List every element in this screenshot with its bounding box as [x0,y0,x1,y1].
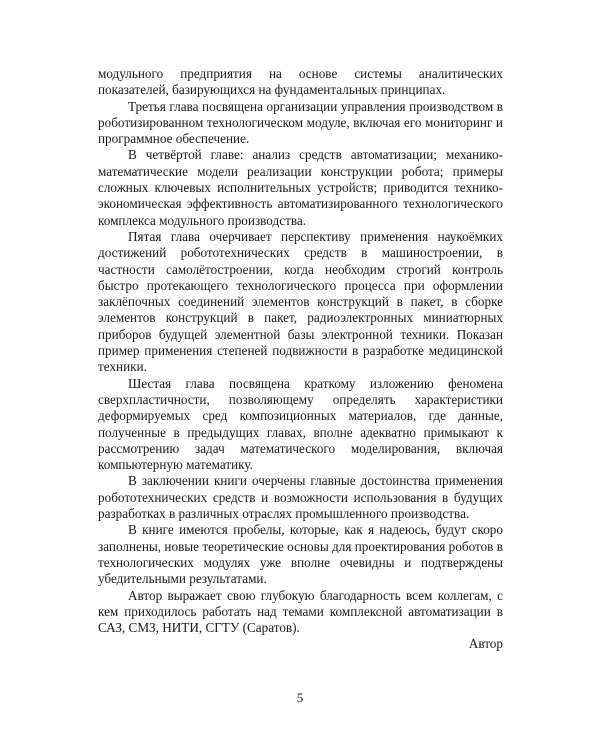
paragraph-chapter-4: В четвёртой главе: анализ средств автоматизации; механико-математические модели реализации конструкции робота; примеры сложных ключевых исполнительных устройств; приводится технико-экономическая эффективность автоматизированного технологического комплекса модульного производства. [98,147,503,228]
paragraph-chapter-5: Пятая глава очерчивает перспективу применения наукоёмких достижений робототехнических средств в машиностроении, в частности самолётостроении, когда необходим строгий контроль быстро протекающего технологического процесса при оформлении заклёпочных соединений элементов конструкций в пакет, в сборке элементов конструкций в пакет, радиоэлектронных миниатюрных приборов будущей элементной базы электронной техники. Показан пример применения степеней подвижности в разработке медицинской техники. [98,228,503,375]
paragraph-gaps: В книге имеются пробелы, которые, как я надеюсь, будут скоро заполнены, новые теоретические основы для проектирования роботов в технологических модулях уже вполне очевидны и подтверждены убедительными результатами. [98,522,503,587]
paragraph-acknowledgement: Автор выражает свою глубокую благодарность всем коллегам, с кем приходилось работать над темами комплексной автоматизации в САЗ, СМЗ, НИТИ, СГТУ (Саратов). [98,587,503,636]
author-signature: Автор [468,636,503,652]
body-text [98,66,503,653]
paragraph-continuation: модульного предприятия на основе системы аналитических показателей, базирующихся на фундаментальных принципах. [98,66,503,98]
paragraph-conclusion: В заключении книги очерчены главные достоинства применения робототехнических средств и возможности использования в будущих разработках в различных отраслях промышленного производства. [98,473,503,522]
paragraph-chapter-6: Шестая глава посвящена краткому изложению феномена сверхпластичности, позволяющему определять характеристики деформируемых сред композиционных материалов, где данные, полученные в предыдущих главах, вполне адекватно примыкают к рассмотрению задач математического моделирования, включая компьютерную математику. [98,375,503,473]
paragraph-chapter-3: Третья глава посвящена организации управления производством в роботизированном технологическом модуле, включая его мониторинг и программное обеспечение. [98,98,503,147]
page-number: 5 [296,690,304,705]
